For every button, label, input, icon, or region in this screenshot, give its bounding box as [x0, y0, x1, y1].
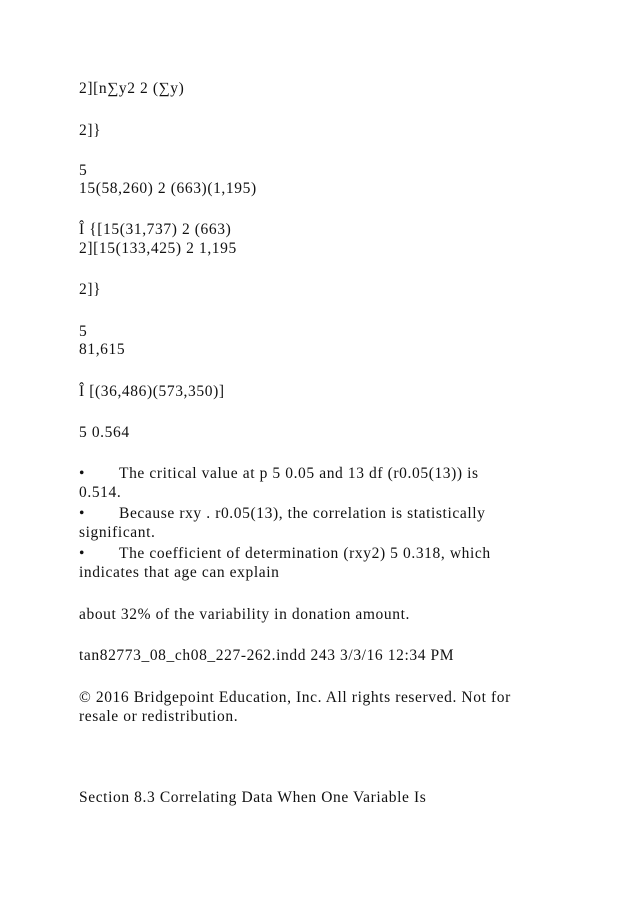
formula-line-3: 5 — [79, 162, 88, 179]
bullet-glyph: • — [79, 505, 86, 522]
bullet-item-3 — [79, 545, 491, 563]
copyright-line-2: resale or redistribution. — [79, 708, 239, 725]
formula-line-6: 2][15(133,425) 2 1,195 — [79, 240, 237, 257]
bullet-text: The critical value at p 5 0.05 and 13 df (r0.05(13)) is — [119, 465, 479, 482]
formula-line-1: 2][n∑y2 2 (∑y) — [79, 80, 185, 97]
bullet-item-2-cont: significant. — [79, 524, 156, 541]
bullet-item-3-cont: indicates that age can explain — [79, 564, 280, 581]
bullet-text: The coefficient of determination (rxy2) 5 0.318, which — [119, 545, 491, 562]
formula-line-2: 2]} — [79, 122, 102, 139]
copyright-line-1: © 2016 Bridgepoint Education, Inc. All rights reserved. Not for — [79, 689, 511, 706]
formula-line-5: Î {[15(31,737) 2 (663) — [79, 221, 232, 238]
section-heading: Section 8.3 Correlating Data When One Variable Is — [79, 789, 427, 806]
continuation-text: about 32% of the variability in donation amount. — [79, 606, 410, 623]
formula-line-8: 5 — [79, 323, 88, 340]
bullet-item-2 — [79, 505, 486, 523]
formula-line-7: 2]} — [79, 281, 102, 298]
file-info: tan82773_08_ch08_227-262.indd 243 3/3/16 12:34 PM — [79, 647, 455, 664]
bullet-item-1-cont: 0.514. — [79, 484, 122, 501]
bullet-glyph: • — [79, 465, 86, 482]
bullet-glyph: • — [79, 545, 86, 562]
formula-line-11: 5 0.564 — [79, 424, 130, 441]
formula-line-9: 81,615 — [79, 341, 126, 358]
formula-line-4: 15(58,260) 2 (663)(1,195) — [79, 180, 257, 197]
bullet-text: Because rxy . r0.05(13), the correlation is statistically — [119, 505, 486, 522]
formula-line-10: Î [(36,486)(573,350)] — [79, 383, 225, 400]
bullet-item-1 — [79, 465, 479, 483]
